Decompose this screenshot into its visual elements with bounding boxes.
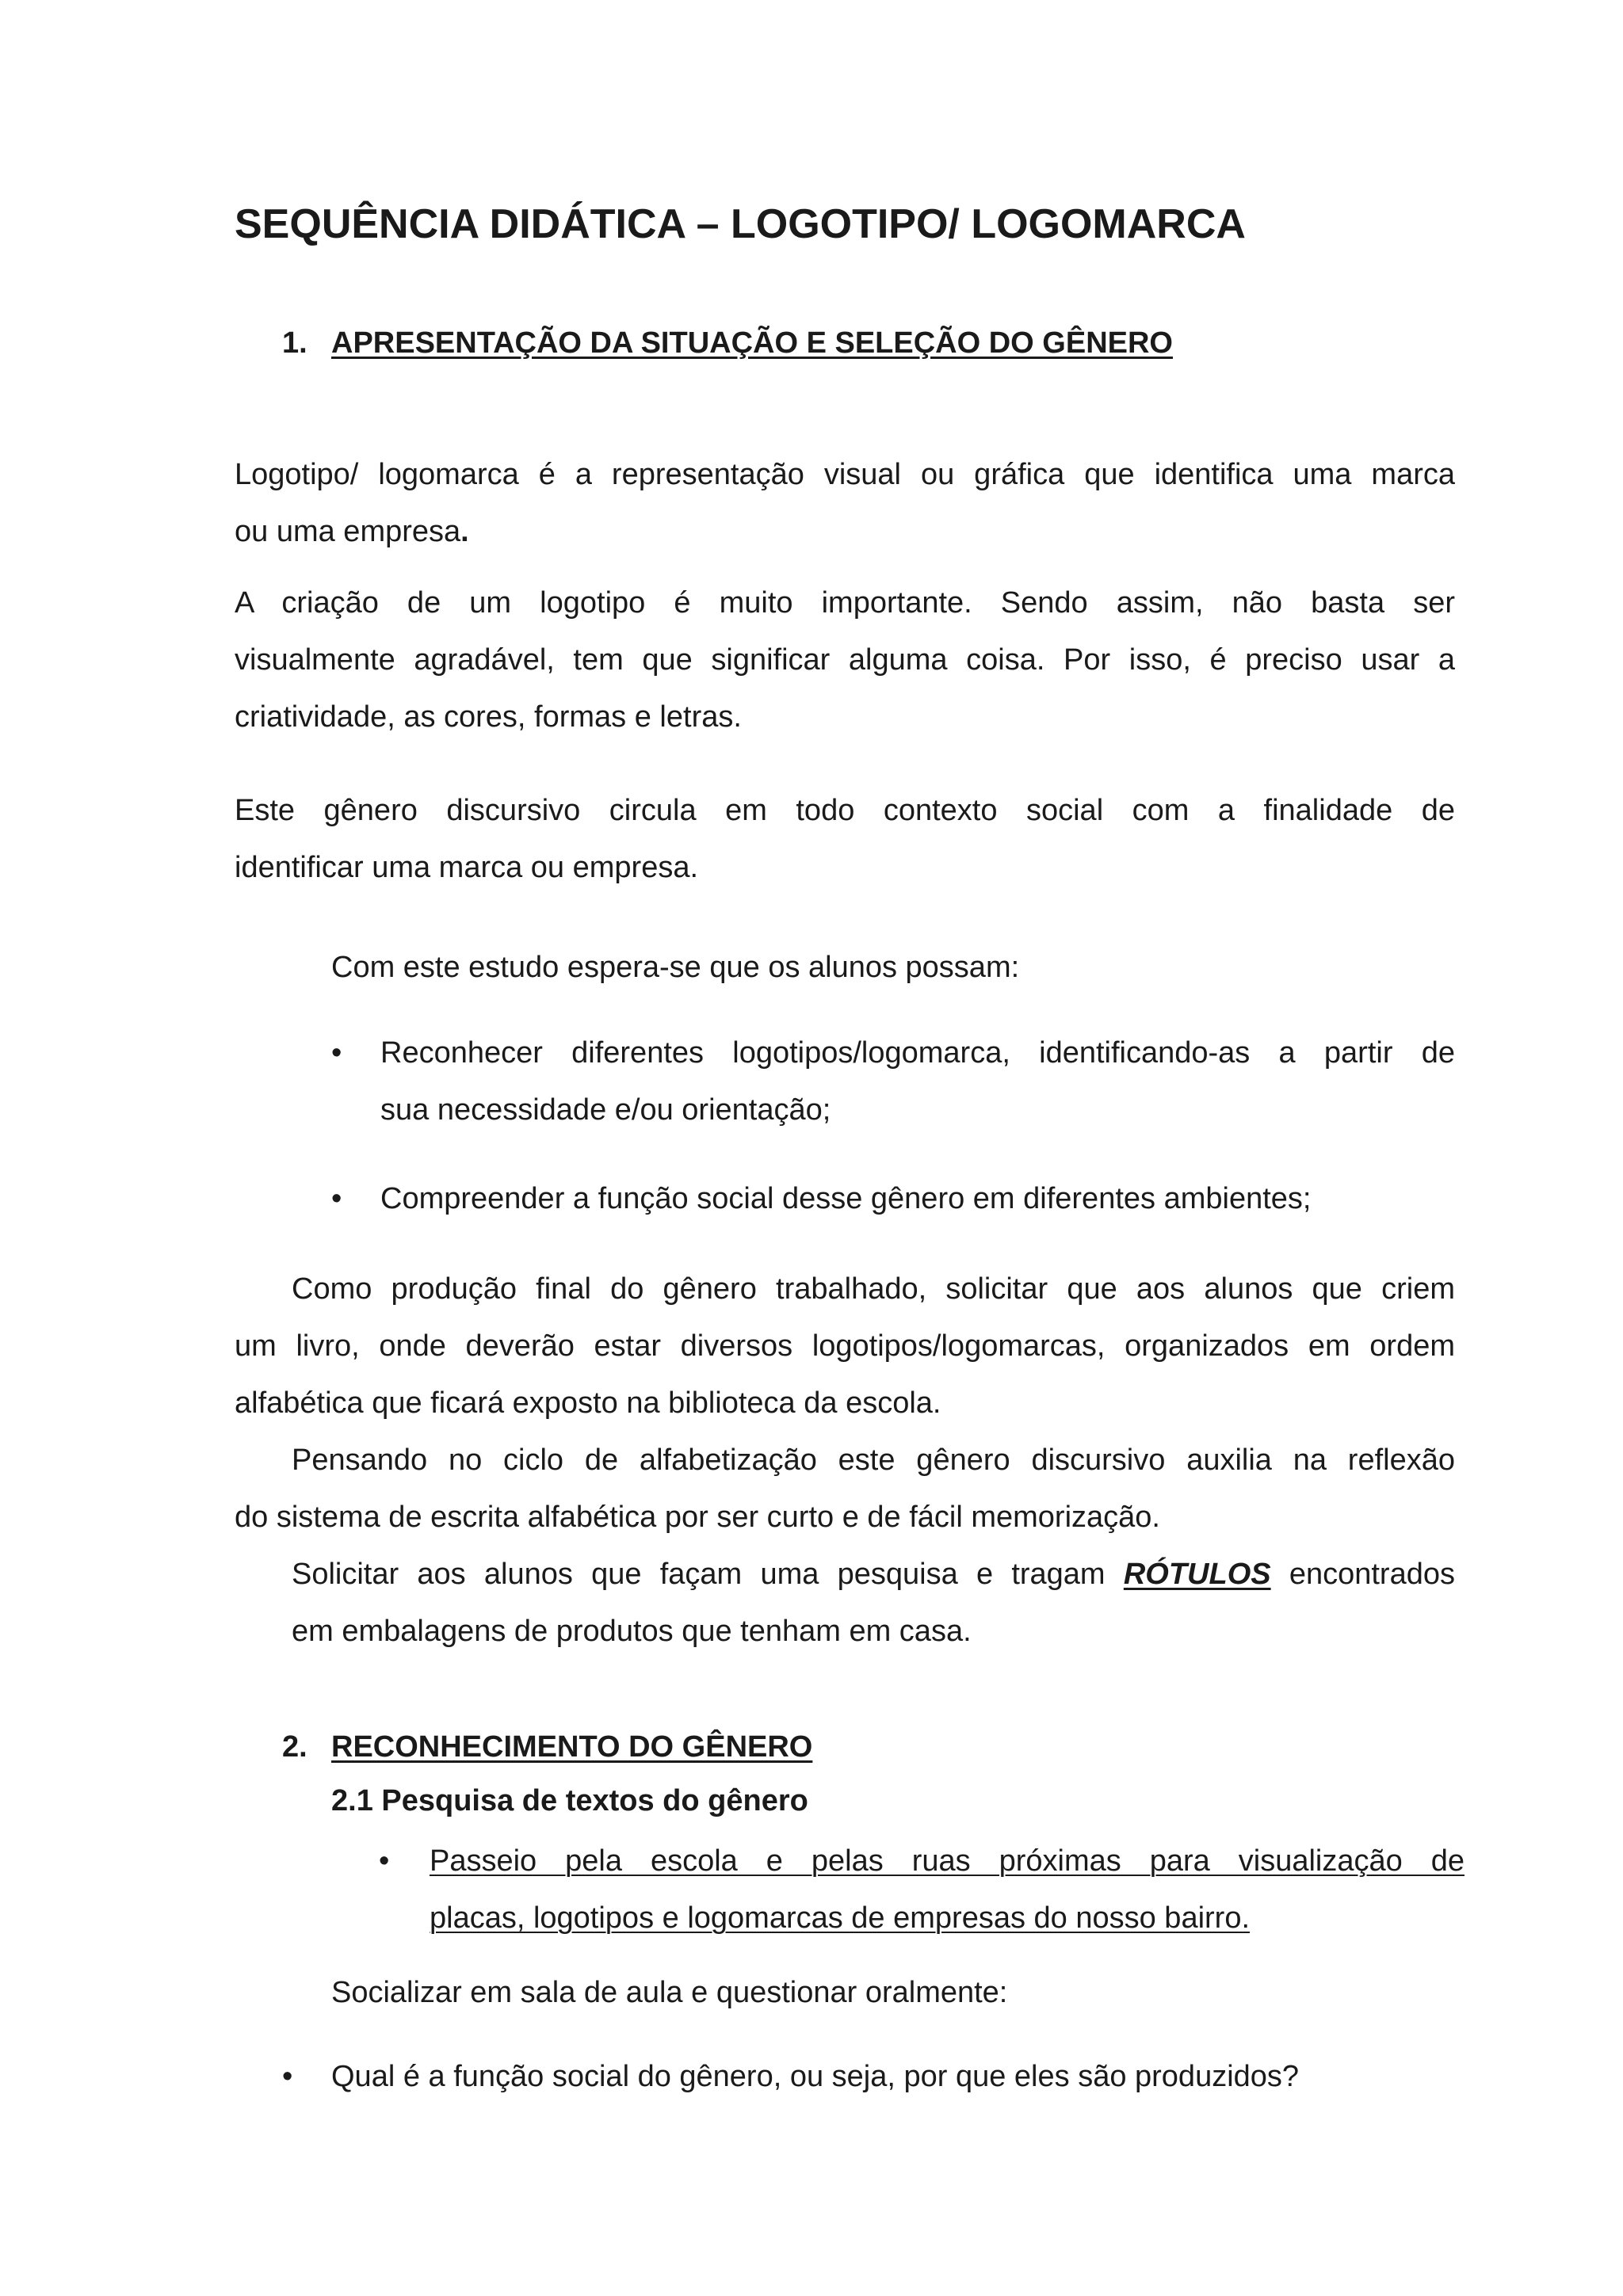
subsection-2-1-heading: 2.1 Pesquisa de textos do gênero bbox=[331, 1784, 808, 1817]
paragraph-line: um livro, onde deverão estar diversos logotipos/logomarcas, organizados em ordem bbox=[235, 1329, 1455, 1363]
section-1-title: APRESENTAÇÃO DA SITUAÇÃO E SELEÇÃO DO GÊNERO bbox=[331, 326, 1173, 360]
paragraph-line bbox=[235, 503, 1455, 560]
section-1-heading bbox=[282, 326, 1173, 362]
emphasized-word: RÓTULOS bbox=[1123, 1558, 1271, 1591]
paragraph-line: Pensando no ciclo de alfabetização este gênero discursivo auxilia na reflexão bbox=[292, 1444, 1455, 1477]
bold-period: . bbox=[460, 515, 469, 548]
bullet-item-question bbox=[331, 2048, 1457, 2105]
paragraph-text: ou uma empresa bbox=[235, 515, 461, 548]
paragraph-line: Reconhecer diferentes logotipos/logomarca, identificando-as a partir de bbox=[380, 1036, 1455, 1070]
paragraph-literacy-cycle bbox=[235, 1432, 1455, 1546]
paragraph-line: identificar uma marca ou empresa. bbox=[235, 851, 699, 884]
paragraph-social-context bbox=[235, 782, 1455, 896]
paragraph-definition bbox=[235, 446, 1455, 560]
paragraph-line bbox=[292, 1546, 1455, 1603]
paragraph-line: sua necessidade e/ou orientação; bbox=[380, 1093, 831, 1127]
paragraph-line: placas, logotipos e logomarcas de empresas do nosso bairro. bbox=[430, 1901, 1251, 1935]
paragraph-line: Este gênero discursivo circula em todo contexto social com a finalidade de bbox=[235, 794, 1455, 827]
paragraph-text: encontrados bbox=[1270, 1558, 1455, 1591]
paragraph-line: Como produção final do gênero trabalhado, solicitar que aos alunos que criem bbox=[292, 1272, 1455, 1306]
paragraph-line: Compreender a função social desse gênero em diferentes ambientes; bbox=[380, 1182, 1312, 1215]
expectations-intro bbox=[331, 939, 1457, 996]
paragraph-importance bbox=[235, 574, 1455, 746]
bullet-icon: • bbox=[331, 1182, 342, 1215]
paragraph-line: do sistema de escrita alfabética por ser curto e de fácil memorização. bbox=[235, 1501, 1160, 1534]
bullet-icon: • bbox=[282, 2060, 293, 2093]
paragraph-line: alfabética que ficará exposto na biblioteca da escola. bbox=[235, 1386, 941, 1420]
bullet-item-walk bbox=[430, 1833, 1465, 1947]
paragraph-line: Socializar em sala de aula e questionar oralmente: bbox=[331, 1976, 1008, 2009]
paragraph-line: criatividade, as cores, formas e letras. bbox=[235, 700, 742, 734]
section-2-number: 2. bbox=[282, 1730, 307, 1764]
paragraph-line: visualmente agradável, tem que significar alguma coisa. Por isso, é preciso usar a bbox=[235, 643, 1455, 677]
paragraph-line: Logotipo/ logomarca é a representação visual ou gráfica que identifica uma marca bbox=[235, 458, 1455, 491]
paragraph-line: Passeio pela escola e pelas ruas próximas para visualização de bbox=[430, 1844, 1465, 1878]
paragraph-line: Com este estudo espera-se que os alunos possam: bbox=[331, 951, 1020, 984]
bullet-icon: • bbox=[331, 1036, 342, 1070]
paragraph-labels-request bbox=[292, 1546, 1455, 1660]
section-2-heading bbox=[282, 1730, 812, 1766]
section-2-title: RECONHECIMENTO DO GÊNERO bbox=[331, 1730, 813, 1764]
paragraph-line: A criação de um logotipo é muito importante. Sendo assim, não basta ser bbox=[235, 586, 1455, 620]
bullet-item-recognize bbox=[380, 1024, 1455, 1138]
socialize-instruction bbox=[331, 1964, 1457, 2021]
paragraph-text: Solicitar aos alunos que façam uma pesquisa e tragam bbox=[292, 1558, 1124, 1591]
bullet-item-understand bbox=[380, 1170, 1455, 1227]
document-title: SEQUÊNCIA DIDÁTICA – LOGOTIPO/ LOGOMARCA bbox=[235, 201, 1246, 247]
bullet-icon: • bbox=[379, 1844, 390, 1878]
paragraph-line: Qual é a função social do gênero, ou seja, por que eles são produzidos? bbox=[331, 2060, 1300, 2093]
section-1-number: 1. bbox=[282, 326, 307, 360]
paragraph-line: em embalagens de produtos que tenham em casa. bbox=[292, 1615, 972, 1648]
paragraph-final-production bbox=[235, 1261, 1455, 1432]
